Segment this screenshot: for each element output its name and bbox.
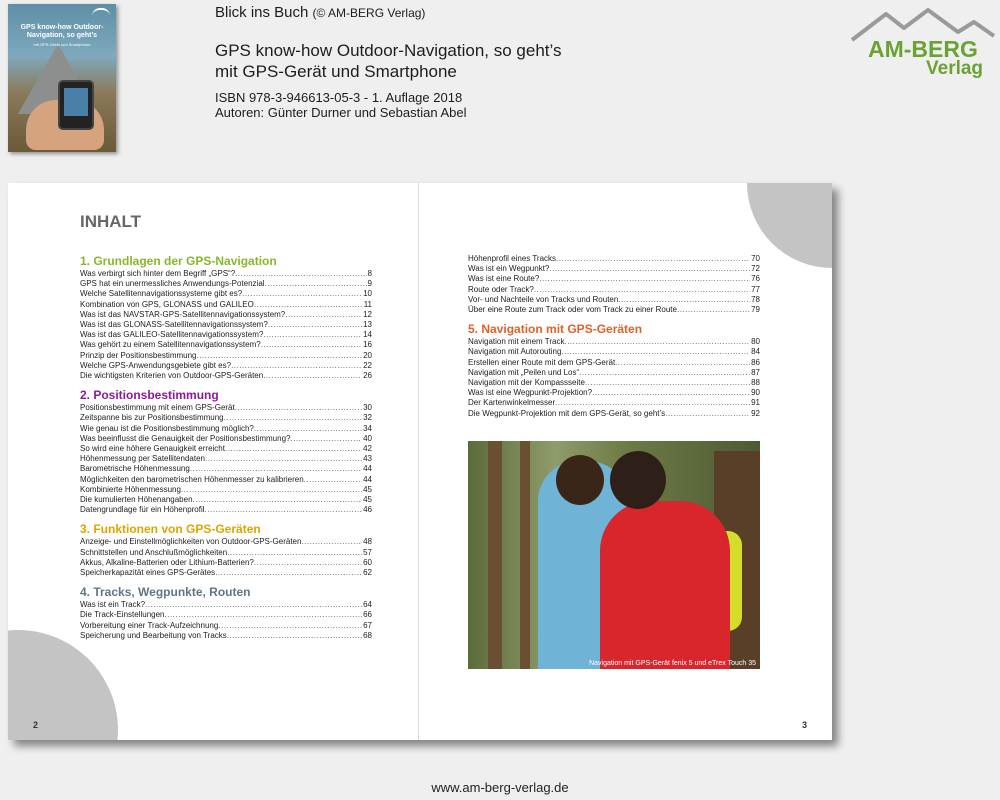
toc-leader-dots bbox=[254, 300, 363, 310]
toc-entry-page: 72 bbox=[751, 264, 760, 274]
toc-entry-page: 90 bbox=[751, 388, 760, 398]
toc-entry-title: Was verbirgt sich hinter dem Begriff „GPS“? bbox=[80, 269, 236, 278]
toc-leader-dots bbox=[539, 274, 750, 284]
toc-entry-page: 10 bbox=[363, 289, 372, 299]
toc-leader-dots bbox=[677, 305, 750, 315]
toc-section-title: 1. Grundlagen der GPS-Navigation bbox=[80, 254, 277, 268]
toc-entry-page: 91 bbox=[751, 398, 760, 408]
toc-entry bbox=[80, 289, 372, 299]
am-berg-logo bbox=[848, 6, 996, 80]
toc-leader-dots bbox=[301, 537, 362, 547]
logo-text-amberg: AM-BERG bbox=[868, 36, 978, 62]
toc-leader-dots bbox=[549, 264, 750, 274]
toc-entry-page: 9 bbox=[367, 279, 372, 289]
toc-leader-dots bbox=[205, 505, 363, 515]
toc-entry-page: 92 bbox=[751, 408, 760, 418]
toc-entry bbox=[80, 413, 372, 423]
toc-leader-dots bbox=[235, 269, 366, 279]
toc-entry-page: 43 bbox=[363, 454, 372, 464]
toc-entry-page: 45 bbox=[363, 484, 372, 494]
toc-entry-title: Die kumulierten Höhenangaben bbox=[80, 495, 193, 505]
toc-entry-title: Die wichtigsten Kriterien von Outdoor-GPS-Geräten bbox=[80, 371, 264, 381]
toc-entry-title: Die Track-Einstellungen bbox=[80, 610, 165, 620]
book-spread bbox=[8, 183, 832, 740]
toc-entry-title: Navigation mit der Kompassseite bbox=[468, 378, 585, 388]
toc-leader-dots bbox=[304, 475, 362, 485]
toc-entry-title: Welche GPS-Anwendungsgebiete gibt es? bbox=[80, 360, 232, 370]
toc-entry-page: 84 bbox=[751, 347, 760, 357]
toc-entry-page: 30 bbox=[363, 403, 372, 413]
toc-entry-title: Was ist eine Route? bbox=[468, 274, 540, 284]
book-title-line2: mit GPS-Gerät und Smartphone bbox=[215, 62, 457, 81]
toc-entry-page: 57 bbox=[363, 547, 372, 557]
toc-entry-title: Navigation mit „Peilen und Los“ bbox=[468, 367, 580, 377]
authors-line: Autoren: Günter Durner und Sebastian Abel bbox=[215, 105, 467, 120]
toc-leader-dots bbox=[164, 610, 362, 620]
toc-leader-dots bbox=[561, 347, 750, 357]
toc-entry-title: Zeitspanne bis zur Positionsbestimmung bbox=[80, 413, 224, 423]
toc-leader-dots bbox=[218, 621, 362, 631]
toc-entry bbox=[80, 558, 372, 568]
toc-leader-dots bbox=[215, 568, 362, 578]
toc-entry-title: Wie genau ist die Positionsbestimmung möglich? bbox=[80, 423, 254, 433]
toc-entry-title: Was ist das NAVSTAR-GPS-Satellitennavigationssystem? bbox=[80, 309, 286, 319]
toc-entry-page: 66 bbox=[363, 610, 372, 620]
toc-leader-dots bbox=[665, 409, 750, 419]
toc-entry-title: Was beeinflusst die Genauigkeit der Positionsbestimmung? bbox=[80, 433, 291, 443]
toc-leader-dots bbox=[615, 358, 750, 368]
toc-entry bbox=[80, 320, 372, 330]
toc-entry-page: 45 bbox=[363, 495, 372, 505]
logo-text-verlag: Verlag bbox=[926, 58, 984, 79]
toc-entry bbox=[80, 464, 372, 474]
toc-entry-title: Prinzip der Positionsbestimmung bbox=[80, 350, 197, 360]
toc-leader-dots bbox=[285, 310, 362, 320]
toc-entry bbox=[80, 537, 372, 547]
toc-entry-title: Navigation mit einem Track bbox=[468, 337, 565, 347]
toc-leader-dots bbox=[231, 361, 362, 371]
toc-entry-title: Navigation mit Autorouting bbox=[468, 347, 562, 357]
website-link[interactable]: www.am-berg-verlag.de bbox=[431, 780, 569, 795]
toc-entry-title: Speicherung und Bearbeitung von Tracks bbox=[80, 630, 227, 640]
toc-entry bbox=[468, 264, 760, 274]
toc-entry-page: 26 bbox=[363, 371, 372, 381]
toc-entry bbox=[468, 285, 760, 295]
toc-entry bbox=[80, 300, 372, 310]
toc-entry bbox=[80, 631, 372, 641]
toc-entry-page: 34 bbox=[363, 423, 372, 433]
toc-entry bbox=[468, 368, 760, 378]
toc-section-title: 5. Navigation mit GPS-Geräten bbox=[468, 322, 643, 337]
toc-entry bbox=[80, 340, 372, 350]
toc-entry bbox=[80, 424, 372, 434]
toc-entry bbox=[80, 403, 372, 413]
toc-entry-title: Speicherkapazität eines GPS-Gerätes bbox=[80, 568, 216, 578]
toc-entry bbox=[468, 274, 760, 284]
toc-entry-title: Möglichkeiten den barometrischen Höhenmesser zu kalibrieren bbox=[80, 474, 304, 484]
toc-entry-page: 60 bbox=[363, 557, 372, 567]
toc-entry-page: 16 bbox=[363, 340, 372, 350]
toc-leader-dots bbox=[261, 340, 362, 350]
toc-entry-page: 76 bbox=[751, 274, 760, 284]
toc-entry-page: 13 bbox=[363, 320, 372, 330]
toc-leader-dots bbox=[585, 378, 750, 388]
toc-entry bbox=[468, 409, 760, 419]
toc-entry bbox=[80, 600, 372, 610]
toc-entry-title: Welche Satellitennavigationssysteme gibt es? bbox=[80, 289, 243, 299]
toc-section-title: 4. Tracks, Wegpunkte, Routen bbox=[80, 585, 251, 600]
toc-entry bbox=[80, 279, 372, 289]
toc-entry-page: 87 bbox=[751, 367, 760, 377]
toc-entry bbox=[80, 310, 372, 320]
toc-entry bbox=[80, 269, 372, 279]
toc-entry bbox=[80, 548, 372, 558]
cover-gps-device bbox=[58, 80, 94, 130]
cover-title: GPS know-how Outdoor-Navigation, so geht’s bbox=[20, 24, 104, 39]
toc-left-page bbox=[80, 254, 372, 641]
toc-entry bbox=[80, 495, 372, 505]
toc-leader-dots bbox=[592, 388, 750, 398]
toc-entry-title: Höhenmessung per Satellitendaten bbox=[80, 454, 205, 464]
toc-entry bbox=[80, 621, 372, 631]
toc-leader-dots bbox=[254, 424, 362, 434]
toc-entry bbox=[80, 361, 372, 371]
toc-entry bbox=[80, 351, 372, 361]
toc-entry-page: 78 bbox=[751, 294, 760, 304]
book-meta bbox=[215, 90, 467, 120]
toc-section-title: 3. Funktionen von GPS-Geräten bbox=[80, 522, 261, 537]
book-cover-image bbox=[8, 4, 116, 152]
toc-entry-page: 22 bbox=[363, 360, 372, 370]
toc-entry-title: Was ist ein Wegpunkt? bbox=[468, 264, 550, 274]
toc-entry-title: Was ist das GLONASS-Satellitennavigationssystem? bbox=[80, 320, 268, 330]
toc-leader-dots bbox=[263, 330, 362, 340]
toc-leader-dots bbox=[263, 371, 362, 381]
toc-entry-title: Erstellen einer Route mit dem GPS-Gerät bbox=[468, 357, 616, 367]
toc-entry-title: Positionsbestimmung mit einem GPS-Gerät bbox=[80, 403, 235, 413]
toc-leader-dots bbox=[145, 600, 362, 610]
hiker-red-jacket bbox=[600, 501, 730, 669]
toc-entry-title: Was ist eine Wegpunkt-Projektion? bbox=[468, 388, 593, 398]
toc-entry-page: 67 bbox=[363, 620, 372, 630]
toc-entry bbox=[468, 398, 760, 408]
page-number-right: 3 bbox=[801, 720, 807, 730]
toc-entry-page: 46 bbox=[363, 505, 372, 515]
toc-leader-dots bbox=[290, 434, 362, 444]
toc-entry-title: Datengrundlage für ein Höhenprofil bbox=[80, 505, 205, 515]
toc-entry bbox=[80, 444, 372, 454]
toc-entry-page: 44 bbox=[363, 464, 372, 474]
toc-entry-page: 8 bbox=[367, 269, 372, 278]
toc-entry bbox=[468, 305, 760, 315]
toc-entry-page: 42 bbox=[363, 444, 372, 454]
toc-leader-dots bbox=[564, 337, 750, 347]
toc-entry bbox=[80, 610, 372, 620]
toc-leader-dots bbox=[556, 254, 750, 264]
toc-leader-dots bbox=[227, 631, 362, 641]
toc-entry bbox=[80, 505, 372, 515]
toc-entry-page: 88 bbox=[751, 378, 760, 388]
hikers-photo bbox=[468, 441, 760, 669]
toc-entry bbox=[80, 454, 372, 464]
toc-entry-page: 11 bbox=[363, 299, 372, 309]
toc-entry-page: 79 bbox=[751, 305, 760, 315]
toc-entry-title: Über eine Route zum Track oder vom Track zu einer Route bbox=[468, 305, 677, 315]
toc-entry-title: So wird eine höhere Genauigkeit erreicht bbox=[80, 444, 225, 454]
toc-entry-page: 44 bbox=[363, 474, 372, 484]
toc-entry-page: 20 bbox=[363, 350, 372, 360]
toc-leader-dots bbox=[181, 485, 362, 495]
toc-leader-dots bbox=[242, 289, 362, 299]
toc-entry bbox=[80, 568, 372, 578]
toc-entry bbox=[80, 475, 372, 485]
toc-entry-title: Anzeige- und Einstellmöglichkeiten von Outdoor-GPS-Geräten bbox=[80, 537, 302, 547]
page-fold bbox=[418, 183, 419, 740]
blick-label: Blick ins Buch bbox=[215, 4, 309, 21]
toc-section-title: 2. Positionsbestimmung bbox=[80, 388, 219, 403]
page-number-left: 2 bbox=[33, 720, 39, 730]
toc-entry-title: Schnittstellen und Anschlußmöglichkeiten bbox=[80, 547, 228, 557]
toc-right-page bbox=[468, 254, 760, 419]
toc-entry-title: Was ist das GALILEO-Satellitennavigationssystem? bbox=[80, 330, 264, 340]
toc-leader-dots bbox=[227, 548, 362, 558]
blick-ins-buch-heading bbox=[215, 4, 425, 21]
toc-entry bbox=[468, 337, 760, 347]
toc-entry-page: 77 bbox=[751, 284, 760, 294]
toc-leader-dots bbox=[268, 320, 362, 330]
toc-entry-title: Vor- und Nachteile von Tracks und Routen bbox=[468, 294, 619, 304]
toc-entry-title: Kombination von GPS, GLONASS und GALILEO bbox=[80, 299, 254, 309]
cover-subtitle: mit GPS-Gerät und Smartphone bbox=[33, 42, 91, 47]
toc-leader-dots bbox=[534, 285, 750, 295]
toc-leader-dots bbox=[555, 398, 750, 408]
toc-entry bbox=[468, 295, 760, 305]
toc-entry-title: Der Kartenwinkelmesser bbox=[468, 398, 556, 408]
toc-entry bbox=[80, 434, 372, 444]
toc-entry bbox=[468, 388, 760, 398]
corner-decoration-bottom-left bbox=[8, 630, 118, 740]
toc-entry-page: 70 bbox=[751, 254, 760, 263]
toc-entry-title: Die Wegpunkt-Projektion mit dem GPS-Gerät, so geht’s bbox=[468, 408, 666, 418]
toc-leader-dots bbox=[197, 351, 363, 361]
toc-entry-title: Kombinierte Höhenmessung bbox=[80, 484, 181, 494]
toc-entry-title: Route oder Track? bbox=[468, 284, 534, 294]
toc-entry-page: 64 bbox=[363, 600, 372, 610]
toc-entry-page: 62 bbox=[363, 568, 372, 578]
toc-leader-dots bbox=[579, 368, 750, 378]
toc-entry-page: 40 bbox=[363, 433, 372, 443]
toc-entry-title: Vorbereitung einer Track-Aufzeichnung bbox=[80, 620, 219, 630]
toc-entry-page: 68 bbox=[363, 630, 372, 640]
toc-leader-dots bbox=[618, 295, 750, 305]
toc-entry-title: Akkus, Alkaline-Batterien oder Lithium-Batterien? bbox=[80, 557, 254, 567]
toc-leader-dots bbox=[205, 454, 362, 464]
toc-entry-page: 80 bbox=[751, 337, 760, 347]
book-title-line1: GPS know-how Outdoor-Navigation, so geht’s bbox=[215, 41, 562, 60]
toc-leader-dots bbox=[235, 403, 362, 413]
toc-entry bbox=[468, 358, 760, 368]
copyright-label: (© AM-BERG Verlag) bbox=[312, 6, 426, 20]
toc-leader-dots bbox=[190, 464, 362, 474]
toc-leader-dots bbox=[193, 495, 363, 505]
toc-entry bbox=[468, 347, 760, 357]
toc-entry bbox=[80, 485, 372, 495]
toc-entry bbox=[80, 330, 372, 340]
toc-leader-dots bbox=[224, 413, 362, 423]
photo-caption: Navigation mit GPS-Gerät fenix 5 und eTrex Touch 35 bbox=[589, 660, 756, 667]
toc-leader-dots bbox=[225, 444, 362, 454]
toc-entry-title: GPS hat ein unermessliches Anwendungs-Potenzial bbox=[80, 279, 265, 289]
toc-entry bbox=[468, 378, 760, 388]
toc-leader-dots bbox=[254, 558, 362, 568]
toc-entry-title: Was gehört zu einem Satellitennavigationssystem? bbox=[80, 340, 261, 350]
book-title bbox=[215, 40, 561, 82]
toc-entry-title: Höhenprofil eines Tracks bbox=[468, 254, 557, 263]
toc-entry bbox=[468, 254, 760, 264]
toc-entry-page: 48 bbox=[363, 537, 372, 547]
toc-entry-page: 86 bbox=[751, 357, 760, 367]
toc-entry-page: 12 bbox=[363, 309, 372, 319]
toc-entry-page: 32 bbox=[363, 413, 372, 423]
toc-heading: INHALT bbox=[80, 212, 142, 231]
toc-leader-dots bbox=[265, 279, 367, 289]
toc-entry-title: Was ist ein Track? bbox=[80, 600, 146, 610]
toc-entry-title: Barometrische Höhenmessung bbox=[80, 464, 190, 474]
cover-logo bbox=[92, 8, 110, 18]
toc-entry bbox=[80, 371, 372, 381]
toc-entry-page: 14 bbox=[363, 330, 372, 340]
isbn-line: ISBN 978-3-946613-05-3 - 1. Auflage 2018 bbox=[215, 90, 463, 105]
